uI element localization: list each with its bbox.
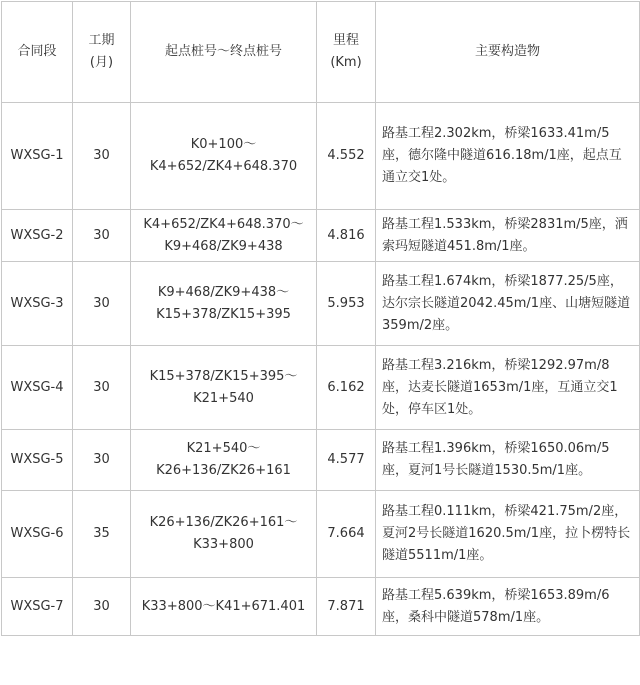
stations: K33+800～K41+671.401 — [131, 578, 317, 636]
contract-id: WXSG-4 — [2, 346, 73, 430]
mileage: 4.577 — [317, 430, 376, 491]
contract-id: WXSG-1 — [2, 103, 73, 210]
header-mileage: 里程 (Km) — [317, 2, 376, 103]
contract-id: WXSG-3 — [2, 262, 73, 346]
period: 30 — [73, 210, 131, 262]
period: 35 — [73, 491, 131, 578]
structures: 路基工程3.216km，桥梁1292.97m/8座，达麦长隧道1653m/1座，互通立交1处，停车区1处。 — [376, 346, 640, 430]
stations: K0+100～ K4+652/ZK4+648.370 — [131, 103, 317, 210]
contract-id: WXSG-5 — [2, 430, 73, 491]
stations: K21+540～ K26+136/ZK26+161 — [131, 430, 317, 491]
stations: K26+136/ZK26+161～ K33+800 — [131, 491, 317, 578]
stations: K15+378/ZK15+395～ K21+540 — [131, 346, 317, 430]
stations: K9+468/ZK9+438～ K15+378/ZK15+395 — [131, 262, 317, 346]
contract-table — [1, 1, 640, 636]
structures: 路基工程2.302km，桥梁1633.41m/5座，德尔隆中隧道616.18m/1座，起点互通立交1处。 — [376, 103, 640, 210]
contract-id: WXSG-2 — [2, 210, 73, 262]
mileage: 7.871 — [317, 578, 376, 636]
structures: 路基工程1.396km，桥梁1650.06m/5座，夏河1号长隧道1530.5m/1座。 — [376, 430, 640, 491]
header-period: 工期 (月) — [73, 2, 131, 103]
structures: 路基工程5.639km，桥梁1653.89m/6座，桑科中隧道578m/1座。 — [376, 578, 640, 636]
structures: 路基工程1.533km，桥梁2831m/5座，洒索玛短隧道451.8m/1座。 — [376, 210, 640, 262]
mileage: 4.816 — [317, 210, 376, 262]
contract-id: WXSG-7 — [2, 578, 73, 636]
table-row — [2, 578, 640, 636]
mileage: 7.664 — [317, 491, 376, 578]
period: 30 — [73, 578, 131, 636]
period: 30 — [73, 430, 131, 491]
structures: 路基工程0.111km，桥梁421.75m/2座，夏河2号长隧道1620.5m/1座，拉卜楞特长隧道5511m/1座。 — [376, 491, 640, 578]
mileage: 6.162 — [317, 346, 376, 430]
header-stations: 起点桩号～终点桩号 — [131, 2, 317, 103]
header-structures: 主要构造物 — [376, 2, 640, 103]
period: 30 — [73, 262, 131, 346]
mileage: 4.552 — [317, 103, 376, 210]
header-contract: 合同段 — [2, 2, 73, 103]
table-row — [2, 262, 640, 346]
header-row — [2, 2, 640, 103]
stations: K4+652/ZK4+648.370～ K9+468/ZK9+438 — [131, 210, 317, 262]
period: 30 — [73, 103, 131, 210]
period: 30 — [73, 346, 131, 430]
contract-id: WXSG-6 — [2, 491, 73, 578]
table-row — [2, 210, 640, 262]
table-row — [2, 430, 640, 491]
structures: 路基工程1.674km，桥梁1877.25/5座，达尔宗长隧道2042.45m/1座、山塘短隧道359m/2座。 — [376, 262, 640, 346]
mileage: 5.953 — [317, 262, 376, 346]
table-row — [2, 491, 640, 578]
table-row — [2, 346, 640, 430]
table-row — [2, 103, 640, 210]
